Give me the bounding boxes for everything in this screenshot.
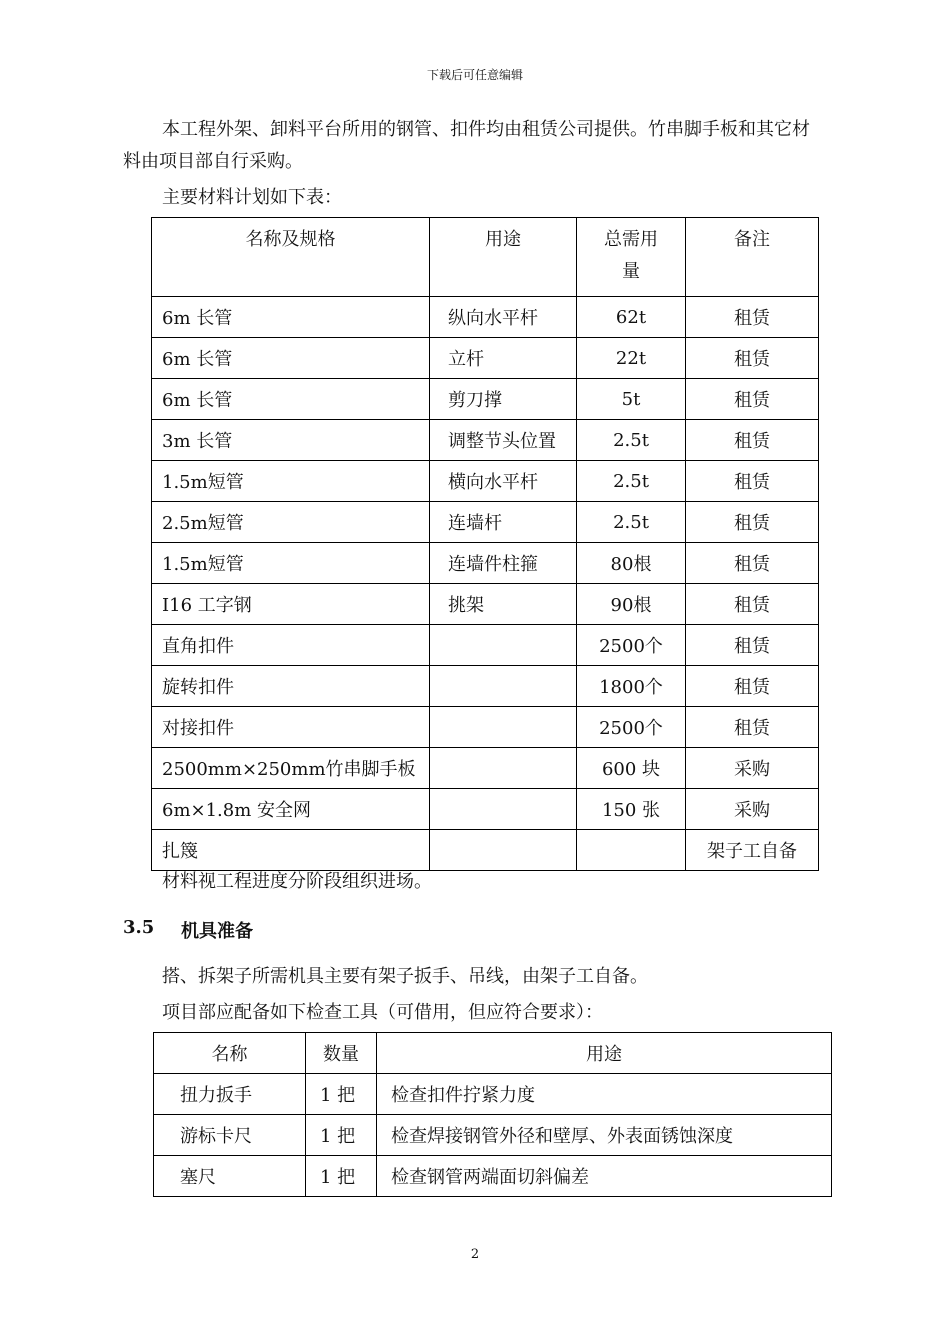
tools-line-1: 搭、拆架子所需机具主要有架子扳手、吊线，由架子工自备。 bbox=[162, 966, 648, 987]
section-number: 3.5 bbox=[123, 917, 155, 938]
cell-usage: 调整节头位置 bbox=[430, 420, 577, 461]
cell-quantity: 2.5t bbox=[577, 420, 686, 461]
table-row bbox=[154, 1074, 832, 1115]
cell-tool-name: 扭力扳手 bbox=[154, 1074, 306, 1115]
cell-name-spec: 旋转扣件 bbox=[152, 666, 430, 707]
cell-remark: 租赁 bbox=[686, 543, 819, 584]
cell-remark: 采购 bbox=[686, 789, 819, 830]
cell-quantity: 1800个 bbox=[577, 666, 686, 707]
cell-tool-usage: 检查钢管两端面切斜偏差 bbox=[377, 1156, 832, 1197]
page-number: 2 bbox=[470, 1247, 480, 1262]
cell-usage bbox=[430, 707, 577, 748]
table-row bbox=[152, 748, 819, 789]
tools-header-row bbox=[154, 1033, 832, 1074]
cell-remark: 租赁 bbox=[686, 707, 819, 748]
table-row bbox=[152, 297, 819, 338]
cell-name-spec: 扎篾 bbox=[152, 830, 430, 871]
tools-header-name: 名称 bbox=[154, 1033, 306, 1074]
table-row bbox=[152, 543, 819, 584]
cell-quantity: 80根 bbox=[577, 543, 686, 584]
cell-usage: 挑架 bbox=[430, 584, 577, 625]
cell-name-spec: I16 工字钢 bbox=[152, 584, 430, 625]
cell-tool-quantity: 1 把 bbox=[306, 1074, 377, 1115]
tools-header-usage: 用途 bbox=[377, 1033, 832, 1074]
cell-usage: 横向水平杆 bbox=[430, 461, 577, 502]
cell-quantity: 62t bbox=[577, 297, 686, 338]
cell-name-spec: 1.5m短管 bbox=[152, 461, 430, 502]
cell-quantity: 5t bbox=[577, 379, 686, 420]
cell-remark: 租赁 bbox=[686, 420, 819, 461]
cell-name-spec: 1.5m短管 bbox=[152, 543, 430, 584]
cell-name-spec: 2.5m短管 bbox=[152, 502, 430, 543]
cell-remark: 租赁 bbox=[686, 379, 819, 420]
tools-header-quantity: 数量 bbox=[306, 1033, 377, 1074]
cell-name-spec: 6m 长管 bbox=[152, 379, 430, 420]
cell-name-spec: 3m 长管 bbox=[152, 420, 430, 461]
cell-remark: 采购 bbox=[686, 748, 819, 789]
cell-remark: 租赁 bbox=[686, 297, 819, 338]
cell-usage bbox=[430, 830, 577, 871]
cell-usage bbox=[430, 666, 577, 707]
table-row bbox=[154, 1115, 832, 1156]
table-row bbox=[152, 584, 819, 625]
header-remark: 备注 bbox=[686, 218, 819, 297]
table-row bbox=[152, 379, 819, 420]
cell-usage: 连墙件柱箍 bbox=[430, 543, 577, 584]
cell-name-spec: 2500mm×250mm竹串脚手板 bbox=[152, 748, 430, 789]
cell-name-spec: 对接扣件 bbox=[152, 707, 430, 748]
cell-tool-usage: 检查焊接钢管外径和壁厚、外表面锈蚀深度 bbox=[377, 1115, 832, 1156]
cell-remark: 架子工自备 bbox=[686, 830, 819, 871]
cell-remark: 租赁 bbox=[686, 338, 819, 379]
cell-remark: 租赁 bbox=[686, 461, 819, 502]
section-title: 机具准备 bbox=[181, 921, 253, 942]
tools-table bbox=[153, 1032, 832, 1197]
tools-line-2: 项目部应配备如下检查工具（可借用，但应符合要求）： bbox=[162, 1002, 603, 1023]
table-row bbox=[152, 666, 819, 707]
cell-usage bbox=[430, 789, 577, 830]
page-header: 下载后可任意编辑 bbox=[426, 68, 523, 82]
table-row bbox=[152, 461, 819, 502]
materials-table bbox=[151, 217, 819, 871]
cell-quantity: 2500个 bbox=[577, 625, 686, 666]
cell-remark: 租赁 bbox=[686, 625, 819, 666]
cell-quantity: 2500个 bbox=[577, 707, 686, 748]
cell-tool-quantity: 1 把 bbox=[306, 1115, 377, 1156]
table-row bbox=[152, 707, 819, 748]
table-row bbox=[154, 1156, 832, 1197]
cell-usage: 剪刀撑 bbox=[430, 379, 577, 420]
cell-name-spec: 直角扣件 bbox=[152, 625, 430, 666]
cell-quantity: 2.5t bbox=[577, 461, 686, 502]
table-row bbox=[152, 502, 819, 543]
table-row bbox=[152, 420, 819, 461]
cell-quantity bbox=[577, 830, 686, 871]
materials-header-row bbox=[152, 218, 819, 297]
cell-name-spec: 6m×1.8m 安全网 bbox=[152, 789, 430, 830]
cell-usage bbox=[430, 748, 577, 789]
cell-quantity: 600 块 bbox=[577, 748, 686, 789]
cell-tool-name: 塞尺 bbox=[154, 1156, 306, 1197]
cell-usage: 纵向水平杆 bbox=[430, 297, 577, 338]
table-row bbox=[152, 789, 819, 830]
cell-tool-usage: 检查扣件拧紧力度 bbox=[377, 1074, 832, 1115]
cell-usage bbox=[430, 625, 577, 666]
cell-remark: 租赁 bbox=[686, 666, 819, 707]
cell-quantity: 90根 bbox=[577, 584, 686, 625]
header-name-spec: 名称及规格 bbox=[152, 218, 430, 297]
intro-line-2: 料由项目部自行采购。 bbox=[123, 151, 303, 172]
intro-line-1: 本工程外架、卸料平台所用的钢管、扣件均由租赁公司提供。竹串脚手板和其它材 bbox=[162, 119, 810, 140]
cell-quantity: 150 张 bbox=[577, 789, 686, 830]
plan-intro: 主要材料计划如下表： bbox=[162, 187, 342, 208]
cell-quantity: 22t bbox=[577, 338, 686, 379]
header-total-quantity: 总需用 量 bbox=[577, 218, 686, 297]
table-row bbox=[152, 625, 819, 666]
cell-tool-name: 游标卡尺 bbox=[154, 1115, 306, 1156]
header-usage: 用途 bbox=[430, 218, 577, 297]
materials-note: 材料视工程进度分阶段组织进场。 bbox=[162, 871, 432, 892]
cell-name-spec: 6m 长管 bbox=[152, 338, 430, 379]
cell-usage: 连墙杆 bbox=[430, 502, 577, 543]
table-row bbox=[152, 830, 819, 871]
cell-remark: 租赁 bbox=[686, 584, 819, 625]
table-row bbox=[152, 338, 819, 379]
cell-name-spec: 6m 长管 bbox=[152, 297, 430, 338]
cell-tool-quantity: 1 把 bbox=[306, 1156, 377, 1197]
cell-usage: 立杆 bbox=[430, 338, 577, 379]
cell-quantity: 2.5t bbox=[577, 502, 686, 543]
cell-remark: 租赁 bbox=[686, 502, 819, 543]
